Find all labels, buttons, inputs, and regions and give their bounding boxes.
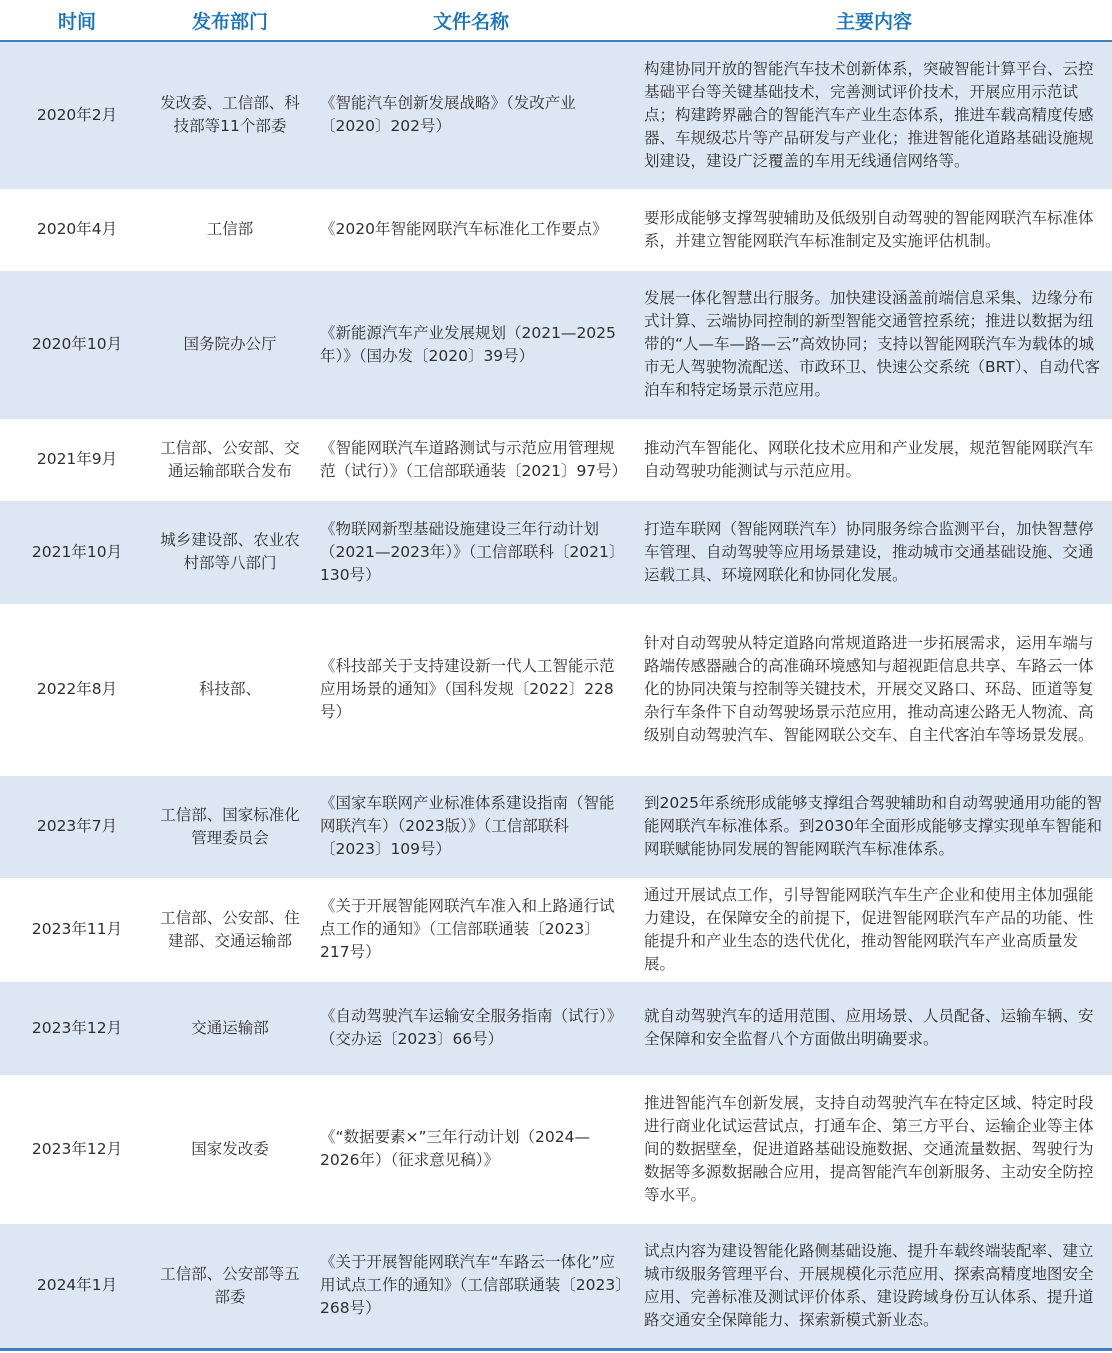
cell-department: 科技部、 <box>154 604 306 775</box>
table-row <box>0 981 1112 1075</box>
cell-time: 2020年2月 <box>0 41 154 189</box>
header-department: 发布部门 <box>154 0 306 41</box>
cell-time: 2022年8月 <box>0 604 154 775</box>
cell-document: 《科技部关于支持建设新一代人工智能示范应用场景的通知》（国科发规〔2022〕228号） <box>306 604 636 775</box>
cell-time: 2024年1月 <box>0 1223 154 1349</box>
cell-time: 2023年7月 <box>0 775 154 878</box>
cell-document: 《2020年智能网联汽车标准化工作要点》 <box>306 189 636 270</box>
cell-document: 《自动驾驶汽车运输安全服务指南（试行）》（交办运〔2023〕66号） <box>306 981 636 1075</box>
cell-department: 发改委、工信部、科技部等11个部委 <box>154 41 306 189</box>
table-row <box>0 1223 1112 1349</box>
table-row <box>0 500 1112 604</box>
header-document-name: 文件名称 <box>306 0 636 41</box>
cell-time: 2023年11月 <box>0 878 154 981</box>
table-row <box>0 41 1112 189</box>
header-main-content: 主要内容 <box>636 0 1112 41</box>
cell-department: 工信部、公安部等五部委 <box>154 1223 306 1349</box>
cell-department: 工信部、国家标准化管理委员会 <box>154 775 306 878</box>
cell-content: 到2025年系统形成能够支撑组合驾驶辅助和自动驾驶通用功能的智能网联汽车标准体系。到2030年全面形成能够支撑实现单车智能和网联赋能协同发展的智能网联汽车标准体系。 <box>636 775 1112 878</box>
cell-content: 推动汽车智能化、网联化技术应用和产业发展，规范智能网联汽车自动驾驶功能测试与示范应用。 <box>636 419 1112 500</box>
table-row <box>0 1075 1112 1223</box>
cell-content: 试点内容为建设智能化路侧基础设施、提升车载终端装配率、建立城市级服务管理平台、开展规模化示范应用、探索高精度地图安全应用、完善标准及测试评价体系、建设跨域身份互认体系、提升道路交通安全保障能力、探索新模式新业态。 <box>636 1223 1112 1349</box>
cell-department: 工信部 <box>154 189 306 270</box>
cell-department: 国务院办公厅 <box>154 270 306 419</box>
table-row <box>0 775 1112 878</box>
cell-content: 通过开展试点工作，引导智能网联汽车生产企业和使用主体加强能力建设，在保障安全的前提下，促进智能网联汽车产品的功能、性能提升和产业生态的迭代优化，推动智能网联汽车产业高质量发展。 <box>636 878 1112 981</box>
cell-department: 交通运输部 <box>154 981 306 1075</box>
cell-content: 推进智能汽车创新发展，支持自动驾驶汽车在特定区域、特定时段进行商业化试运营试点，打通车企、第三方平台、运输企业等主体间的数据壁垒，促进道路基础设施数据、交通流量数据、驾驶行为数据等多源数据融合应用，提高智能汽车创新服务、主动安全防控等水平。 <box>636 1075 1112 1223</box>
table-row <box>0 419 1112 500</box>
cell-department: 城乡建设部、农业农村部等八部门 <box>154 500 306 604</box>
cell-content: 就自动驾驶汽车的适用范围、应用场景、人员配备、运输车辆、安全保障和安全监督八个方面做出明确要求。 <box>636 981 1112 1075</box>
cell-content: 发展一体化智慧出行服务。加快建设涵盖前端信息采集、边缘分布式计算、云端协同控制的新型智能交通管控系统；推进以数据为纽带的“人—车—路—云”高效协同；支持以智能网联汽车为载体的城市无人驾驶物流配送、市政环卫、快速公交系统（BRT）、自动代客泊车和特定场景示范应用。 <box>636 270 1112 419</box>
cell-document: 《新能源汽车产业发展规划（2021—2025年）》（国办发〔2020〕39号） <box>306 270 636 419</box>
cell-document: 《关于开展智能网联汽车准入和上路通行试点工作的通知》（工信部联通装〔2023〕217号） <box>306 878 636 981</box>
cell-time: 2020年10月 <box>0 270 154 419</box>
cell-document: 《“数据要素×”三年行动计划（2024—2026年）（征求意见稿）》 <box>306 1075 636 1223</box>
cell-time: 2021年10月 <box>0 500 154 604</box>
table-row <box>0 189 1112 270</box>
cell-document: 《智能网联汽车道路测试与示范应用管理规范（试行）》（工信部联通装〔2021〕97号） <box>306 419 636 500</box>
cell-document: 《智能汽车创新发展战略》（发改产业〔2020〕202号） <box>306 41 636 189</box>
cell-time: 2023年12月 <box>0 981 154 1075</box>
cell-time: 2021年9月 <box>0 419 154 500</box>
cell-content: 构建协同开放的智能汽车技术创新体系，突破智能计算平台、云控基础平台等关键基础技术，完善测试评价技术，开展应用示范试点；构建跨界融合的智能汽车产业生态体系，推进车载高精度传感器、车规级芯片等产品研发与产业化；推进智能化道路基础设施规划建设，建设广泛覆盖的车用无线通信网络等。 <box>636 41 1112 189</box>
cell-content: 要形成能够支撑驾驶辅助及低级别自动驾驶的智能网联汽车标准体系，并建立智能网联汽车标准制定及实施评估机制。 <box>636 189 1112 270</box>
table-header-row <box>0 0 1112 41</box>
cell-department: 工信部、公安部、住建部、交通运输部 <box>154 878 306 981</box>
cell-document: 《国家车联网产业标准体系建设指南（智能网联汽车）（2023版）》（工信部联科〔2023〕109号） <box>306 775 636 878</box>
cell-content: 针对自动驾驶从特定道路向常规道路进一步拓展需求，运用车端与路端传感器融合的高准确环境感知与超视距信息共享、车路云一体化的协同决策与控制等关键技术，开展交叉路口、环岛、匝道等复杂行车条件下自动驾驶场景示范应用，推动高速公路无人物流、高级别自动驾驶汽车、智能网联公交车、自主代客泊车等场景发展。 <box>636 604 1112 775</box>
cell-document: 《物联网新型基础设施建设三年行动计划（2021—2023年）》（工信部联科〔2021〕130号） <box>306 500 636 604</box>
cell-time: 2023年12月 <box>0 1075 154 1223</box>
cell-department: 国家发改委 <box>154 1075 306 1223</box>
cell-document: 《关于开展智能网联汽车“车路云一体化”应用试点工作的通知》（工信部联通装〔2023〕268号） <box>306 1223 636 1349</box>
header-time: 时间 <box>0 0 154 41</box>
cell-department: 工信部、公安部、交通运输部联合发布 <box>154 419 306 500</box>
table-row <box>0 270 1112 419</box>
table-row <box>0 604 1112 775</box>
table-row <box>0 878 1112 981</box>
cell-time: 2020年4月 <box>0 189 154 270</box>
cell-content: 打造车联网（智能网联汽车）协同服务综合监测平台，加快智慧停车管理、自动驾驶等应用场景建设，推动城市交通基础设施、交通运载工具、环境网联化和协同化发展。 <box>636 500 1112 604</box>
